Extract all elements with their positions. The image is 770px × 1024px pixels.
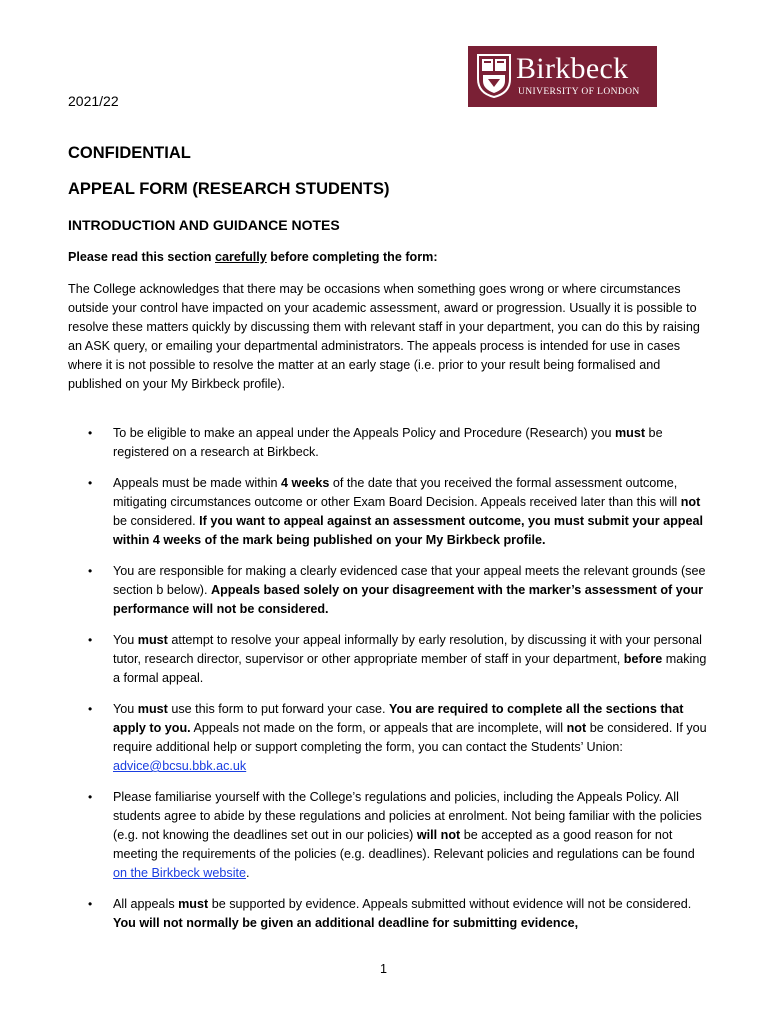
confidential-heading: CONFIDENTIAL bbox=[68, 144, 191, 162]
intro-paragraph: The College acknowledges that there may be occasions when something goes wrong or where circumstances outside your control have impacted on your academic assessment, award or progression. Usually it is possible to resolve these matters quickly by discussing them with relevant staff in your department, you can do this by raising an ASK query, or emailing your departmental administrators. The appeals process is intended for use in cases where it is not possible to resolve the matter at an early stage (i.e. prior to your result being formalised and published on your My Birkbeck profile). bbox=[68, 282, 700, 391]
list-item: • You must use this form to put forward your case. You are required to complete all the sections that apply to you. Appeals not made on the form, or appeals that are incomplete, will not be considered. If you require additional help or support completing the form, you can contact the Students’ Union: advice@bcsu.bbk.ac.uk bbox=[88, 702, 707, 773]
section-heading: INTRODUCTION AND GUIDANCE NOTES bbox=[68, 217, 340, 233]
academic-year: 2021/22 bbox=[68, 93, 119, 109]
guidance-list bbox=[68, 424, 708, 945]
logo-wordmark: Birkbeck bbox=[516, 52, 629, 85]
students-union-email-link[interactable]: advice@bcsu.bbk.ac.uk bbox=[113, 759, 247, 773]
list-item: • To be eligible to make an appeal under the Appeals Policy and Procedure (Research) you must be registered on a research at Birkbeck. bbox=[88, 426, 663, 459]
list-item: • You must attempt to resolve your appeal informally by early resolution, by discussing it with your personal tutor, research director, supervisor or other appropriate member of staff in your department, before making a formal appeal. bbox=[88, 633, 707, 685]
list-item: • You are responsible for making a clearly evidenced case that your appeal meets the relevant grounds (see section b below). Appeals based solely on your disagreement with the marker’s assessment of your performance will not be considered. bbox=[88, 564, 706, 616]
birkbeck-logo bbox=[468, 46, 657, 107]
page-number: 1 bbox=[380, 962, 388, 976]
crest-icon bbox=[476, 53, 512, 99]
bullet-icon: • bbox=[88, 476, 93, 490]
birkbeck-website-link[interactable]: on the Birkbeck website bbox=[113, 866, 247, 880]
bullet-icon: • bbox=[88, 702, 93, 716]
form-title: APPEAL FORM (RESEARCH STUDENTS) bbox=[68, 180, 390, 198]
bullet-icon: • bbox=[88, 564, 93, 578]
bullet-icon: • bbox=[88, 633, 93, 647]
logo-subtitle: UNIVERSITY OF LONDON bbox=[518, 87, 640, 97]
list-item: • Please familiarise yourself with the College’s regulations and policies, including the Appeals Policy. All students agree to abide by these regulations and policies at enrolment. Not being familiar with the policies (e.g. not knowing the deadlines set out in our policies) will not be accepted as a good reason for not meeting the requirements of the policies (e.g. deadlines). Relevant policies and regulations can be found on the Birkbeck website. bbox=[88, 790, 702, 880]
read-carefully-notice: Please read this section carefully before completing the form: bbox=[68, 250, 438, 264]
bullet-icon: • bbox=[88, 790, 93, 804]
bullet-icon: • bbox=[88, 897, 93, 911]
bullet-icon: • bbox=[88, 426, 93, 440]
list-item: • All appeals must be supported by evidence. Appeals submitted without evidence will not be considered. You will not normally be given an additional deadline for submitting evidence, bbox=[88, 897, 692, 930]
list-item: • Appeals must be made within 4 weeks of the date that you received the formal assessment outcome, mitigating circumstances outcome or other Exam Board Decision. Appeals received later than this will not be considered. If you want to appeal against an assessment outcome, you must submit your appeal within 4 weeks of the mark being published on your My Birkbeck profile. bbox=[88, 476, 703, 547]
